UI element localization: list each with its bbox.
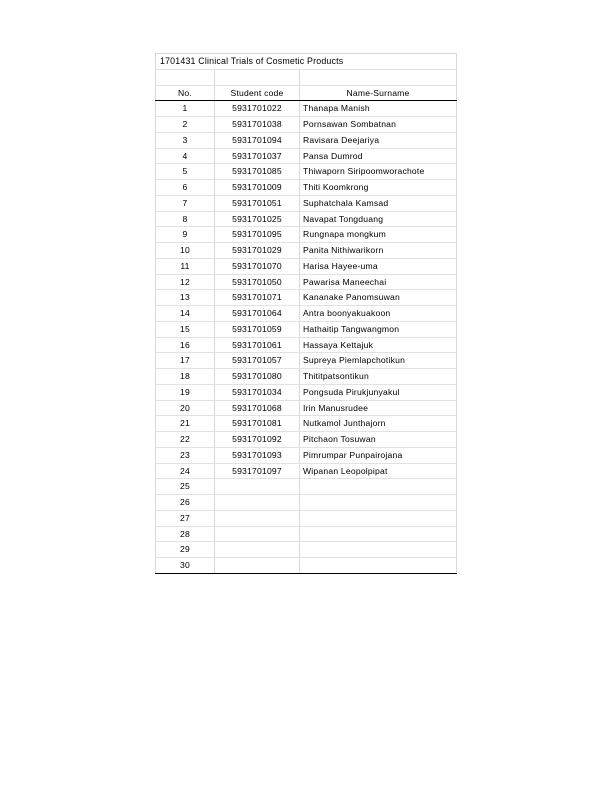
name-surname-cell: Harisa Hayee-uma [300, 258, 457, 274]
row-number: 1 [156, 101, 215, 117]
name-surname-cell [300, 510, 457, 526]
row-number: 18 [156, 369, 215, 385]
student-code-cell: 5931701071 [215, 290, 300, 306]
row-number: 11 [156, 258, 215, 274]
student-code-cell [215, 479, 300, 495]
table-row [156, 306, 457, 322]
row-number: 19 [156, 384, 215, 400]
table-row [156, 148, 457, 164]
table-row [156, 195, 457, 211]
name-surname-cell [300, 526, 457, 542]
student-code-cell: 5931701092 [215, 432, 300, 448]
blank-row [156, 69, 457, 85]
name-surname-cell: Kananake Panomsuwan [300, 290, 457, 306]
name-surname-cell: Pimrumpar Punpairojana [300, 447, 457, 463]
student-code-cell: 5931701080 [215, 369, 300, 385]
row-number: 26 [156, 495, 215, 511]
row-number: 2 [156, 117, 215, 133]
table-row [156, 384, 457, 400]
student-code-cell [215, 558, 300, 574]
row-number: 13 [156, 290, 215, 306]
table-row [156, 101, 457, 117]
row-number: 15 [156, 321, 215, 337]
name-surname-cell: Pawarisa Maneechai [300, 274, 457, 290]
table-row [156, 432, 457, 448]
row-number: 10 [156, 243, 215, 259]
name-surname-cell: Panita Nithiwarikorn [300, 243, 457, 259]
student-code-cell: 5931701034 [215, 384, 300, 400]
student-code-cell [215, 495, 300, 511]
student-code-cell: 5931701025 [215, 211, 300, 227]
row-number: 30 [156, 558, 215, 574]
name-surname-cell: Hathaitip Tangwangmon [300, 321, 457, 337]
row-number: 21 [156, 416, 215, 432]
student-code-cell: 5931701057 [215, 353, 300, 369]
row-number: 8 [156, 211, 215, 227]
row-number: 4 [156, 148, 215, 164]
name-surname-cell [300, 479, 457, 495]
header-no: No. [156, 85, 215, 101]
student-code-cell: 5931701038 [215, 117, 300, 133]
table-row [156, 132, 457, 148]
header-row [156, 85, 457, 101]
name-surname-cell: Thiti Koomkrong [300, 180, 457, 196]
table-row [156, 495, 457, 511]
row-number: 23 [156, 447, 215, 463]
name-surname-cell: Irin Manusrudee [300, 400, 457, 416]
row-number: 9 [156, 227, 215, 243]
student-code-cell: 5931701059 [215, 321, 300, 337]
table-row [156, 479, 457, 495]
name-surname-cell: Thititpatsontikun [300, 369, 457, 385]
table-row [156, 542, 457, 558]
student-code-cell: 5931701097 [215, 463, 300, 479]
student-code-cell: 5931701050 [215, 274, 300, 290]
name-surname-cell [300, 558, 457, 574]
name-surname-cell: Pornsawan Sombatnan [300, 117, 457, 133]
row-number: 5 [156, 164, 215, 180]
student-code-cell [215, 510, 300, 526]
table-row [156, 164, 457, 180]
row-number: 7 [156, 195, 215, 211]
student-code-cell: 5931701022 [215, 101, 300, 117]
table-row [156, 321, 457, 337]
student-code-cell: 5931701094 [215, 132, 300, 148]
row-number: 12 [156, 274, 215, 290]
table-row [156, 211, 457, 227]
row-number: 14 [156, 306, 215, 322]
row-number: 22 [156, 432, 215, 448]
sheet-title: 1701431 Clinical Trials of Cosmetic Products [156, 54, 457, 70]
name-surname-cell: Pitchaon Tosuwan [300, 432, 457, 448]
table-row [156, 558, 457, 574]
student-code-cell: 5931701070 [215, 258, 300, 274]
student-code-cell: 5931701009 [215, 180, 300, 196]
table-row [156, 447, 457, 463]
table-row [156, 337, 457, 353]
row-number: 16 [156, 337, 215, 353]
name-surname-cell: Navapat Tongduang [300, 211, 457, 227]
student-code-cell: 5931701085 [215, 164, 300, 180]
row-number: 27 [156, 510, 215, 526]
name-surname-cell: Supreya Piemlapchotikun [300, 353, 457, 369]
name-surname-cell: Thiwaporn Siripoomworachote [300, 164, 457, 180]
row-number: 29 [156, 542, 215, 558]
student-code-cell: 5931701093 [215, 447, 300, 463]
student-code-cell: 5931701064 [215, 306, 300, 322]
name-surname-cell: Pansa Dumrod [300, 148, 457, 164]
table-row [156, 117, 457, 133]
title-row [156, 54, 457, 70]
row-number: 20 [156, 400, 215, 416]
row-number: 17 [156, 353, 215, 369]
table-row [156, 274, 457, 290]
student-code-cell: 5931701095 [215, 227, 300, 243]
table-row [156, 290, 457, 306]
roster-table [155, 53, 457, 574]
table-row [156, 243, 457, 259]
student-code-cell [215, 526, 300, 542]
name-surname-cell: Nutkamol Junthajorn [300, 416, 457, 432]
table-row [156, 258, 457, 274]
name-surname-cell [300, 495, 457, 511]
student-code-cell [215, 542, 300, 558]
roster-sheet [155, 53, 456, 574]
student-code-cell: 5931701051 [215, 195, 300, 211]
row-number: 25 [156, 479, 215, 495]
table-row [156, 463, 457, 479]
table-row [156, 353, 457, 369]
name-surname-cell: Rungnapa mongkum [300, 227, 457, 243]
student-code-cell: 5931701081 [215, 416, 300, 432]
row-number: 24 [156, 463, 215, 479]
row-number: 6 [156, 180, 215, 196]
row-number: 3 [156, 132, 215, 148]
table-row [156, 180, 457, 196]
table-row [156, 369, 457, 385]
name-surname-cell [300, 542, 457, 558]
student-code-cell: 5931701061 [215, 337, 300, 353]
name-surname-cell: Antra boonyakuakoon [300, 306, 457, 322]
table-row [156, 227, 457, 243]
table-row [156, 400, 457, 416]
table-row [156, 416, 457, 432]
name-surname-cell: Pongsuda Pirukjunyakul [300, 384, 457, 400]
student-code-cell: 5931701037 [215, 148, 300, 164]
name-surname-cell: Thanapa Manish [300, 101, 457, 117]
row-number: 28 [156, 526, 215, 542]
name-surname-cell: Hassaya Kettajuk [300, 337, 457, 353]
header-student-code: Student code [215, 85, 300, 101]
student-code-cell: 5931701068 [215, 400, 300, 416]
name-surname-cell: Suphatchala Kamsad [300, 195, 457, 211]
name-surname-cell: Wipanan Leopolpipat [300, 463, 457, 479]
table-row [156, 526, 457, 542]
name-surname-cell: Ravisara Deejariya [300, 132, 457, 148]
student-code-cell: 5931701029 [215, 243, 300, 259]
table-row [156, 510, 457, 526]
header-name-surname: Name-Surname [300, 85, 457, 101]
